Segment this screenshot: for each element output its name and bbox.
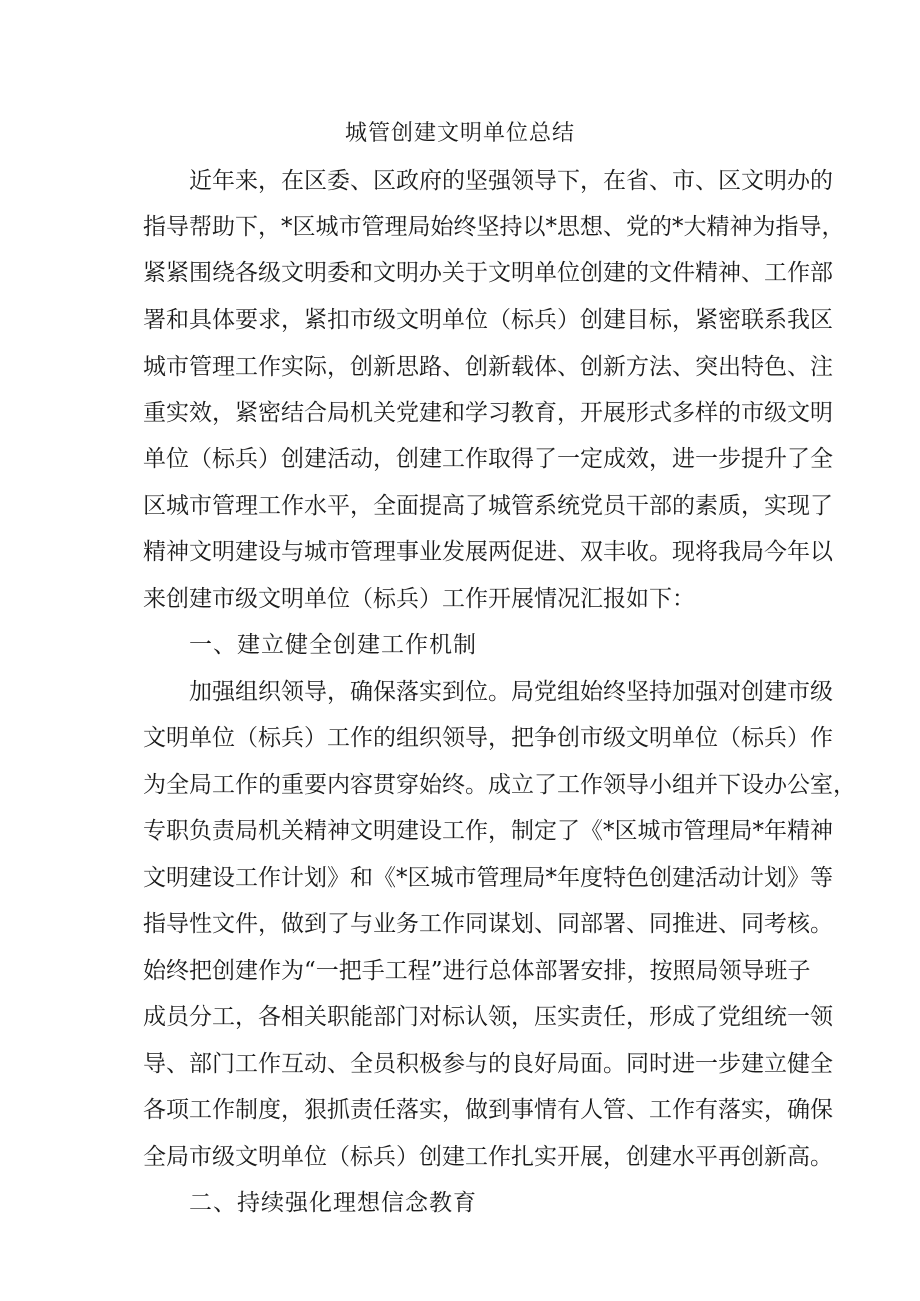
paragraph-line: 区城市管理工作水平，全面提高了城管系统党员干部的素质，实现了: [143, 493, 833, 519]
paragraph-line: 近年来，在区委、区政府的坚强领导下，在省、市、区文明办的: [189, 168, 833, 194]
paragraph-line: 指导性文件，做到了与业务工作同谋划、同部署、同推进、同考核。: [143, 911, 833, 937]
paragraph-line: 始终把创建作为“一把手工程”进行总体部署安排，按照局领导班子: [143, 958, 811, 984]
paragraph-line: 指导帮助下，*区城市管理局始终坚持以*思想、党的*大精神为指导，: [143, 214, 845, 240]
paragraph-line: 重实效，紧密结合局机关党建和学习教育，开展形式多样的市级文明: [143, 400, 833, 426]
paragraph-line: 专职负责局机关精神文明建设工作，制定了《*区城市管理局*年精神: [143, 818, 833, 844]
paragraph-line: 城市管理工作实际，创新思路、创新载体、创新方法、突出特色、注: [143, 354, 833, 380]
paragraph-line: 来创建市级文明单位（标兵）工作开展情况汇报如下：: [143, 586, 695, 612]
paragraph-line: 全局市级文明单位（标兵）创建工作扎实开展，创建水平再创新高。: [143, 1144, 833, 1170]
paragraph-line: 文明单位（标兵）工作的组织领导，把争创市级文明单位（标兵）作: [143, 725, 833, 751]
document-title: 城管创建文明单位总结: [344, 121, 575, 146]
paragraph-line: 导、部门工作互动、全员积极参与的良好局面。同时进一步建立健全: [143, 1051, 833, 1077]
paragraph-line: 署和具体要求，紧扣市级文明单位（标兵）创建目标，紧密联系我区: [143, 307, 833, 333]
paragraph-line: 加强组织领导，确保落实到位。局党组始终坚持加强对创建市级: [189, 679, 833, 705]
paragraph-line: 为全局工作的重要内容贯穿始终。成立了工作领导小组并下设办公室，: [143, 772, 856, 798]
paragraph-line: 精神文明建设与城市管理事业发展两促进、双丰收。现将我局今年以: [143, 539, 833, 565]
section-heading: 二、持续强化理想信念教育: [189, 1190, 477, 1216]
section-heading: 一、建立健全创建工作机制: [189, 632, 477, 658]
paragraph-line: 单位（标兵）创建活动，创建工作取得了一定成效，进一步提升了全: [143, 446, 833, 472]
paragraph-line: 紧紧围绕各级文明委和文明办关于文明单位创建的文件精神、工作部: [143, 260, 833, 286]
paragraph-line: 文明建设工作计划》和《*区城市管理局*年度特色创建活动计划》等: [143, 865, 833, 891]
paragraph-line: 各项工作制度，狠抓责任落实，做到事情有人管、工作有落实，确保: [143, 1097, 833, 1123]
paragraph-line: 成员分工，各相关职能部门对标认领，压实责任，形成了党组统一领: [143, 1004, 833, 1030]
